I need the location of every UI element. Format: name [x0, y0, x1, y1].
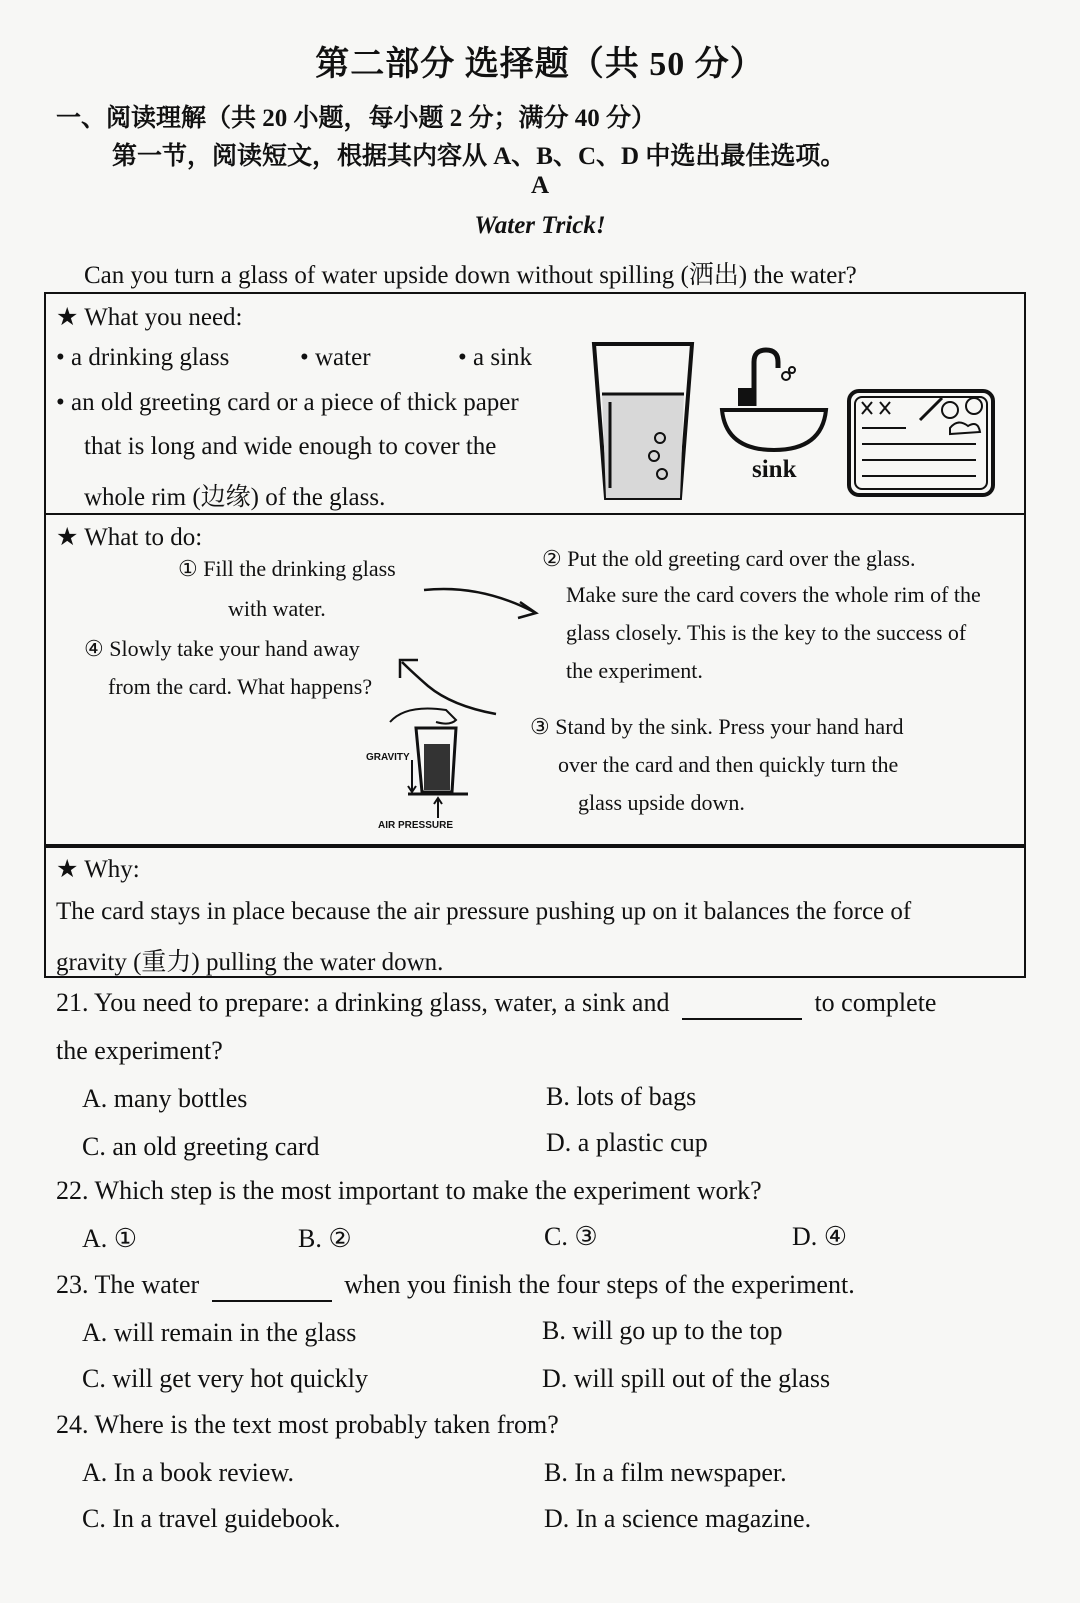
option-21c[interactable]: C. an old greeting card — [82, 1132, 320, 1161]
step2-line3: glass closely. This is the key to the success of — [566, 620, 967, 645]
sink-label: sink — [752, 456, 797, 483]
option-22a[interactable]: A. ① — [82, 1224, 138, 1253]
option-24c[interactable]: C. In a travel guidebook. — [82, 1504, 341, 1533]
option-23d[interactable]: D. will spill out of the glass — [542, 1364, 831, 1393]
passage-title: Water Trick! — [474, 212, 606, 239]
todo-heading: ★ What to do: — [56, 524, 203, 551]
question-24-stem: 24. Where is the text most probably taken from? — [56, 1410, 559, 1439]
option-23b[interactable]: B. will go up to the top — [542, 1316, 783, 1345]
need-item-sink: • a sink — [458, 344, 533, 371]
why-line1: The card stays in place because the air pressure pushing up on it balances the force of — [56, 898, 912, 925]
need-heading: ★ What you need: — [56, 304, 243, 331]
why-line2: gravity (重力) pulling the water down. — [56, 949, 444, 976]
option-21b[interactable]: B. lots of bags — [546, 1082, 697, 1111]
section-heading: 一、阅读理解（共 20 小题，每小题 2 分；满分 40 分） — [56, 105, 657, 132]
need-item-card-line3: whole rim (边缘) of the glass. — [84, 484, 386, 511]
need-item-glass: • a drinking glass — [56, 344, 230, 371]
need-item-water: • water — [300, 344, 371, 371]
step4-line2: from the card. What happens? — [108, 674, 373, 699]
option-21d[interactable]: D. a plastic cup — [546, 1128, 708, 1157]
why-heading: ★ Why: — [56, 856, 140, 883]
question-21-stem: 21. You need to prepare: a drinking glass, water, a sink and — [56, 988, 670, 1017]
step1-line1: ① Fill the drinking glass — [178, 556, 396, 581]
step1-line2: with water. — [228, 596, 326, 621]
intro-question: Can you turn a glass of water upside down without spilling (洒出) the water? — [84, 262, 857, 289]
sink-icon — [718, 344, 830, 454]
step3-line2: over the card and then quickly turn the — [558, 752, 899, 777]
greeting-card-icon — [846, 388, 998, 500]
option-22c[interactable]: C. ③ — [544, 1222, 598, 1251]
option-23c[interactable]: C. will get very hot quickly — [82, 1364, 368, 1393]
step3-line1: ③ Stand by the sink. Press your hand hard — [530, 714, 904, 739]
option-21a[interactable]: A. many bottles — [82, 1084, 248, 1113]
instruction: 第一节，阅读短文，根据其内容从 A、B、C、D 中选出最佳选项。 — [112, 143, 846, 170]
option-24b[interactable]: B. In a film newspaper. — [544, 1458, 787, 1487]
question-22-stem: 22. Which step is the most important to make the experiment work? — [56, 1176, 762, 1205]
step2-line2: Make sure the card covers the whole rim of the — [566, 582, 981, 607]
question-23 — [56, 1270, 855, 1302]
step4-line1: ④ Slowly take your hand away — [84, 636, 360, 661]
need-item-card-line2: that is long and wide enough to cover the — [84, 433, 497, 460]
question-23-stem-end: when you finish the four steps of the experiment. — [344, 1270, 855, 1299]
step3-line3: glass upside down. — [578, 790, 745, 815]
drinking-glass-icon — [588, 338, 698, 504]
question-23-stem: 23. The water — [56, 1270, 200, 1299]
question-21-stem-cont: the experiment? — [56, 1036, 223, 1065]
option-22d[interactable]: D. ④ — [792, 1222, 848, 1251]
gravity-label: GRAVITY — [366, 752, 410, 763]
step2-line1: ② Put the old greeting card over the glass. — [542, 546, 916, 571]
option-24d[interactable]: D. In a science magazine. — [544, 1504, 812, 1533]
page-title: 第二部分 选择题（共 50 分） — [315, 46, 765, 83]
air-pressure-label: AIR PRESSURE — [378, 820, 454, 831]
step2-line4: the experiment. — [566, 658, 703, 683]
option-23a[interactable]: A. will remain in the glass — [82, 1318, 357, 1347]
arrow-right-icon — [420, 580, 544, 624]
question-21 — [56, 988, 936, 1020]
answer-blank — [682, 988, 802, 1020]
option-22b[interactable]: B. ② — [298, 1224, 352, 1253]
option-24a[interactable]: A. In a book review. — [82, 1458, 295, 1487]
need-item-card-line1: • an old greeting card or a piece of thick paper — [56, 389, 519, 416]
answer-blank — [212, 1270, 332, 1302]
question-21-stem-end: to complete — [814, 988, 937, 1017]
passage-letter: A — [530, 172, 550, 199]
